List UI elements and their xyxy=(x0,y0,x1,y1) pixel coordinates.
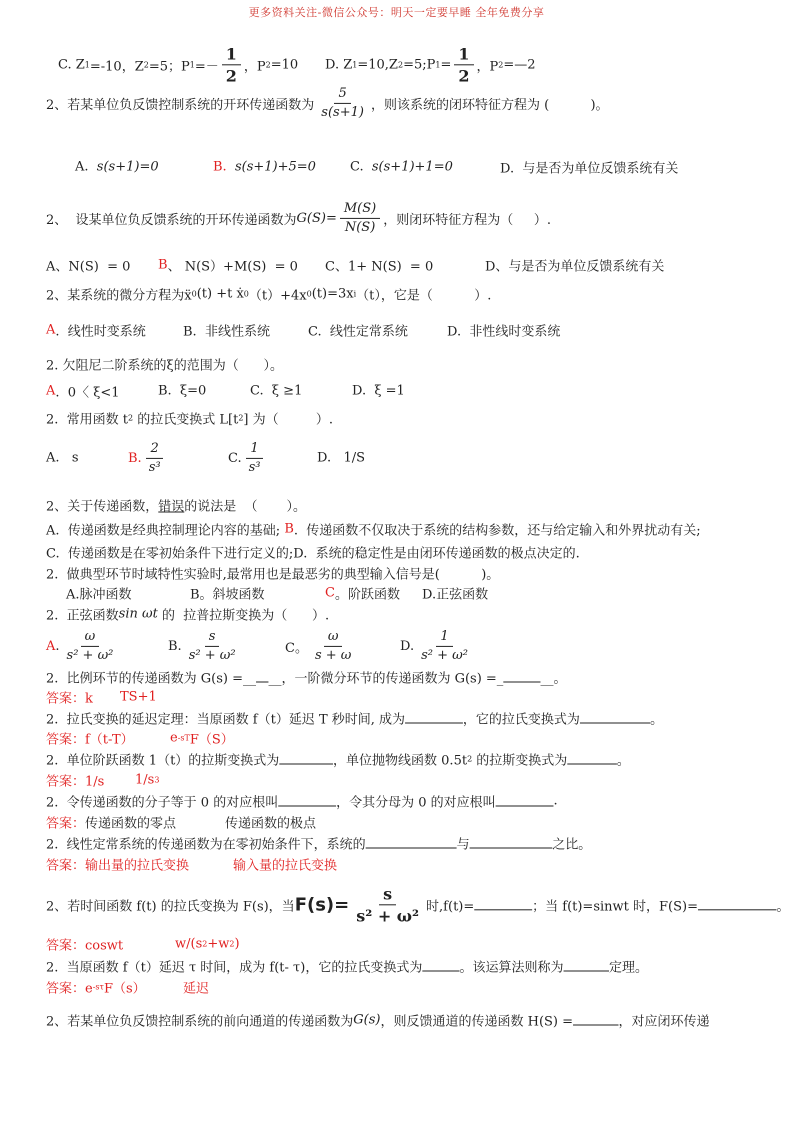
superscript: 2 xyxy=(128,413,134,423)
subscript: 0 xyxy=(191,289,197,299)
option-item xyxy=(325,256,433,275)
text: . 0〈 ξ<1 xyxy=(55,385,120,401)
subscript: 2 xyxy=(265,60,271,70)
text: 2、 设某单位负反馈系统的开环传递函数为 xyxy=(46,212,297,228)
fraction xyxy=(311,629,355,663)
text: =5；P xyxy=(148,59,190,75)
fraction-numerator: 1 xyxy=(454,44,473,65)
option-item xyxy=(128,441,168,475)
option-item xyxy=(447,321,560,340)
question-line xyxy=(46,957,648,976)
text: C. 传递函数是在零初始条件下进行定义的;D. 系统的稳定性是由闭环传递函数的极点决定的. xyxy=(46,546,580,562)
fraction xyxy=(245,441,265,475)
text: . 线性时变系统 xyxy=(55,324,146,340)
subscript: 2 xyxy=(143,60,149,70)
text: 2. 令传递函数的分子等于 0 的对应根叫 xyxy=(46,795,279,811)
option-item xyxy=(135,773,159,788)
question-line xyxy=(46,409,333,428)
text: D、与是否为单位反馈系统有关 xyxy=(485,259,665,275)
text: 的说法是 （ ）。 xyxy=(184,499,306,515)
option-item xyxy=(46,382,120,401)
fraction-denominator: s³ xyxy=(248,459,261,475)
text: 的拉斯变换式为 xyxy=(472,753,568,769)
text: A. s xyxy=(46,450,79,466)
text: 的拉氏变换式 L[t xyxy=(133,412,239,428)
answer-text: B xyxy=(284,521,294,537)
fraction xyxy=(417,629,472,663)
option-item xyxy=(250,384,302,399)
text: C. 线性定常系统 xyxy=(308,324,408,340)
text: 2. 当原函数 f（t）延迟 τ 时间，成为 f(t- τ)，它的拉氏变换式为 xyxy=(46,960,423,976)
text: ，则闭环特征方程为（ ）. xyxy=(383,212,552,228)
superscript: 2 xyxy=(229,939,235,949)
text: G(S)= xyxy=(296,210,337,226)
question-line xyxy=(46,285,491,304)
question-line xyxy=(46,834,591,853)
fraction-numerator: M(S) xyxy=(340,201,380,219)
text: . xyxy=(553,793,558,809)
text: ，它的拉氏变换式为 xyxy=(462,712,580,728)
fraction-denominator: 2 xyxy=(225,66,237,86)
text: C. ξ ≥1 xyxy=(250,383,303,399)
fraction-numerator: s xyxy=(379,884,396,905)
text: ，P xyxy=(476,59,499,75)
fraction xyxy=(317,86,368,120)
text: 。 xyxy=(650,712,664,728)
text: 。 xyxy=(616,753,630,769)
text: 的 拉普拉斯变换为（ ）. xyxy=(157,608,330,624)
answer-blank xyxy=(567,752,617,767)
answer-text: 输入量的拉氏变换 xyxy=(233,858,338,874)
text: 定理。 xyxy=(609,960,649,976)
fraction-numerator: s xyxy=(205,629,220,647)
answer-blank xyxy=(405,711,463,726)
text: 传递函数的零点 xyxy=(85,816,177,832)
text: B。斜坡函数 xyxy=(190,587,265,603)
option-item xyxy=(225,813,316,832)
option-item xyxy=(183,978,209,997)
text: C. xyxy=(350,159,372,175)
fraction xyxy=(222,44,241,85)
answer-blank xyxy=(564,959,609,974)
option-item xyxy=(352,384,405,399)
text: 。该运算法则称为 xyxy=(459,960,564,976)
text: sin ωt xyxy=(118,606,158,622)
answer-text: A xyxy=(46,322,56,338)
fraction xyxy=(352,884,423,925)
answer-blank xyxy=(503,670,540,685)
fraction-numerator: ω xyxy=(81,629,100,647)
text: 2、若某单位负反馈控制系统的前向通道的传递函数为 xyxy=(46,1014,354,1030)
text: =10 xyxy=(270,57,299,73)
answer-blank xyxy=(366,836,457,851)
text: 2. 比例环节的传递函数为 G(s) =__ xyxy=(46,671,257,687)
answer-blank xyxy=(422,959,459,974)
answer-text: 延迟 xyxy=(183,981,210,997)
answer-text: B. xyxy=(213,159,227,175)
watermark-header: 更多资料关注-微信公众号：明天一定要早睡 全年免费分享 xyxy=(248,6,545,19)
text: 2. 正弦函数 xyxy=(46,608,119,624)
fraction xyxy=(340,201,380,235)
option-item xyxy=(228,441,268,475)
answer-blank xyxy=(573,1013,618,1028)
answer-blank xyxy=(279,752,333,767)
question-line xyxy=(46,355,283,374)
text: B. ξ=0 xyxy=(158,383,207,399)
option-item xyxy=(325,584,400,603)
fraction xyxy=(454,44,473,85)
question-line xyxy=(46,709,663,728)
text: 、 N(S）+M(S) = 0 xyxy=(167,259,298,275)
option-item xyxy=(46,771,104,790)
answer-blank xyxy=(470,836,553,851)
answer-blank xyxy=(580,711,650,726)
option-item xyxy=(46,729,134,748)
fraction-numerator: 5 xyxy=(334,86,350,104)
text: (t)=3x xyxy=(311,286,354,302)
text: D.正弦函数 xyxy=(422,587,489,603)
subscript: i xyxy=(353,289,357,299)
text: C、1+ N(S) = 0 xyxy=(325,259,434,275)
answer-text: 答案：e xyxy=(46,981,93,997)
text: 2. 拉氏变换的延迟定理：当原函数 f（t）延迟 T 秒时间, 成为 xyxy=(46,712,406,728)
text: ，则该系统的闭环特征方程为 ( )。 xyxy=(370,97,609,113)
text: . xyxy=(55,638,60,654)
question-line xyxy=(46,543,580,562)
option-item xyxy=(500,158,678,177)
text: __。 xyxy=(540,671,567,687)
question-line xyxy=(46,668,567,687)
text: = xyxy=(440,57,452,73)
answer-text: TS+1 xyxy=(120,689,157,705)
subscript: 0 xyxy=(243,289,249,299)
answer-blank xyxy=(698,898,777,913)
fraction-denominator: N(S) xyxy=(344,219,376,235)
text: D. xyxy=(400,638,415,654)
fraction-denominator: s² + ω² xyxy=(66,647,114,663)
option-item xyxy=(233,855,337,874)
answer-text: B. xyxy=(128,450,142,466)
text: A.脉冲函数 xyxy=(66,587,132,603)
text: 2. 欠阻尼二阶系统的ξ的范围为（ ）。 xyxy=(46,358,283,374)
answer-text: 答案：f（t-T） xyxy=(46,732,134,748)
option-item xyxy=(422,584,488,603)
fraction-denominator: s³ xyxy=(148,459,161,475)
fraction-denominator: s(s+1) xyxy=(321,104,364,120)
question-line xyxy=(46,792,558,811)
fraction-denominator: 2 xyxy=(458,66,470,86)
option-item xyxy=(190,584,265,603)
fraction xyxy=(63,629,118,663)
text: C. xyxy=(228,450,242,466)
text: 。 xyxy=(776,899,790,915)
option-item xyxy=(46,855,189,874)
answer-blank xyxy=(496,794,554,809)
subscript: 1 xyxy=(84,60,90,70)
fraction-denominator: s + ω xyxy=(314,647,352,663)
text: 时,f(t)= xyxy=(426,899,475,915)
superscript: 3 xyxy=(154,775,160,785)
fraction-numerator: 1 xyxy=(246,441,262,459)
answer-text: w/(s xyxy=(175,936,203,952)
option-item xyxy=(485,256,664,275)
option-item xyxy=(120,690,157,705)
subscript: 1 xyxy=(435,60,441,70)
subscript: 0 xyxy=(306,289,312,299)
text: F(s)= xyxy=(294,894,350,916)
subscript: 1 xyxy=(352,60,358,70)
text: A. xyxy=(75,159,97,175)
option-item xyxy=(350,160,453,175)
fraction-denominator: s² + ω² xyxy=(356,906,420,926)
answer-text: 答案：1/s xyxy=(46,774,105,790)
option-item xyxy=(158,384,206,399)
superscript: -sT xyxy=(177,733,190,743)
fraction-numerator: 1 xyxy=(436,629,452,647)
option-item xyxy=(46,256,130,275)
option-item xyxy=(46,935,123,954)
text: D. Z xyxy=(325,57,353,73)
subscript: 2 xyxy=(498,60,504,70)
text: =10,Z xyxy=(357,57,398,73)
option-item xyxy=(170,729,234,748)
option-item xyxy=(46,978,146,997)
subscript: 2 xyxy=(397,60,404,70)
text: =－ xyxy=(194,59,219,75)
question-line xyxy=(46,750,630,769)
fraction xyxy=(145,441,165,475)
answer-text: A xyxy=(46,383,56,399)
answer-text: 答案： xyxy=(46,816,86,832)
answer-text: 答案：k xyxy=(46,691,93,707)
option-item xyxy=(75,160,159,175)
text: s(s+1)=0 xyxy=(96,159,159,175)
text: 2、某系统的微分方程为ẍ xyxy=(46,288,192,304)
option-item xyxy=(46,451,79,466)
question-line xyxy=(46,496,306,515)
answer-text: ) xyxy=(234,936,240,952)
text: 2. 做典型环节时域特性实验时,最常用也是最恶劣的典型输入信号是( )。 xyxy=(46,567,500,583)
text: D. 非性线时变系统 xyxy=(447,324,561,340)
answer-blank xyxy=(256,670,268,685)
text: （t）+4x xyxy=(248,288,307,304)
text: D. 与是否为单位反馈系统有关 xyxy=(500,161,679,177)
answer-text: 答案：输出量的拉氏变换 xyxy=(46,858,190,874)
fraction-numerator: 1 xyxy=(222,44,241,65)
text: =5;P xyxy=(403,57,436,73)
text: . 传递函数不仅取决于系统的结构参数，还与给定输入和外界扰动有关; xyxy=(293,523,701,539)
text: G(s) xyxy=(353,1012,381,1028)
subscript: 1 xyxy=(189,60,195,70)
answer-text: 答案：coswt xyxy=(46,938,124,954)
superscript: 2 xyxy=(467,754,473,764)
text: ，单位抛物线函数 0.5t xyxy=(333,753,468,769)
text: ，则反馈通道的传递函数 H(S) = xyxy=(380,1014,574,1030)
option-item xyxy=(213,160,316,175)
answer-text: C xyxy=(325,585,335,601)
text: 2、若时间函数 f(t) 的拉氏变换为 F(s)，当 xyxy=(46,899,295,915)
question-line xyxy=(46,201,551,235)
text: 2、若某单位负反馈控制系统的开环传递函数为 xyxy=(46,97,315,113)
text: 2. 线性定常系统的传递函数为在零初始条件下，系统的 xyxy=(46,837,366,853)
option-item xyxy=(46,321,146,340)
text xyxy=(227,160,235,175)
text: 2. 常用函数 t xyxy=(46,412,129,428)
option-item xyxy=(46,629,120,663)
option-item xyxy=(46,688,93,707)
superscript: 2 xyxy=(238,413,244,423)
superscript: 2 xyxy=(202,939,208,949)
answer-blank xyxy=(474,898,532,913)
text: ] 为（ ）. xyxy=(243,412,333,428)
option-item xyxy=(325,44,536,85)
fraction-numerator: 2 xyxy=(146,441,162,459)
option-item xyxy=(46,813,176,832)
text: s(s+1)+5=0 xyxy=(234,159,316,175)
question-line xyxy=(46,564,499,583)
answer-text: F（s） xyxy=(103,981,146,997)
option-item xyxy=(158,256,298,275)
question-line xyxy=(46,1011,710,1030)
fraction-numerator: ω xyxy=(324,629,343,647)
answer-text: F（S） xyxy=(189,732,234,748)
text: 2. 单位阶跃函数 1（t）的拉斯变换式为 xyxy=(46,753,280,769)
question-line xyxy=(46,520,701,539)
answer-text: +w xyxy=(207,936,230,952)
text: ，对应闭环传递 xyxy=(618,1014,710,1030)
text: D. 1/S xyxy=(317,450,366,466)
text: =-10，Z xyxy=(89,59,144,75)
option-item xyxy=(66,584,132,603)
text: ；当 f(t)=sinwt 时，F(S)= xyxy=(532,899,698,915)
answer-text: A xyxy=(46,638,56,654)
text: s(s+1)+1=0 xyxy=(371,159,453,175)
text: ，令其分母为 0 的对应根叫 xyxy=(336,795,496,811)
option-item xyxy=(168,629,243,663)
answer-text: 1/s xyxy=(135,772,155,788)
text: A、N(S) = 0 xyxy=(46,259,131,275)
fraction-denominator: s² + ω² xyxy=(421,647,468,663)
text: ，P xyxy=(243,59,266,75)
answer-blank: 错误 xyxy=(158,499,185,515)
text: A. 传递函数是经典控制理论内容的基础; xyxy=(46,523,285,539)
text: =—2 xyxy=(503,57,536,73)
text: C。 xyxy=(285,640,308,656)
text: C. Z xyxy=(58,57,85,73)
text: 与 xyxy=(456,837,470,853)
text: 。阶跃函数 xyxy=(334,587,400,603)
option-item xyxy=(58,44,298,85)
answer-blank xyxy=(278,794,336,809)
fraction xyxy=(185,629,240,663)
superscript: -sτ xyxy=(92,982,104,992)
question-line xyxy=(46,86,609,120)
fraction-denominator: s² + ω² xyxy=(188,647,236,663)
text: B. 非线性系统 xyxy=(183,324,270,340)
text: 2、关于传递函数， xyxy=(46,499,159,515)
question-line xyxy=(46,605,329,624)
text: 传递函数的极点 xyxy=(225,816,317,832)
text: __，一阶微分环节的传递函数为 G(s) =_ xyxy=(268,671,504,687)
answer-text: e xyxy=(170,730,178,746)
answer-text: B xyxy=(158,257,168,273)
option-item xyxy=(175,937,240,952)
text: D. ξ =1 xyxy=(352,383,405,399)
option-item xyxy=(308,321,408,340)
text: 之比。 xyxy=(552,837,592,853)
text: (t) +t ẋ xyxy=(196,286,244,302)
option-item xyxy=(183,321,270,340)
option-item xyxy=(400,629,475,663)
option-item xyxy=(285,629,358,663)
text: （t），它是（ ）. xyxy=(356,288,492,304)
option-item xyxy=(317,451,365,466)
question-line xyxy=(46,884,790,925)
text: B. xyxy=(168,638,182,654)
